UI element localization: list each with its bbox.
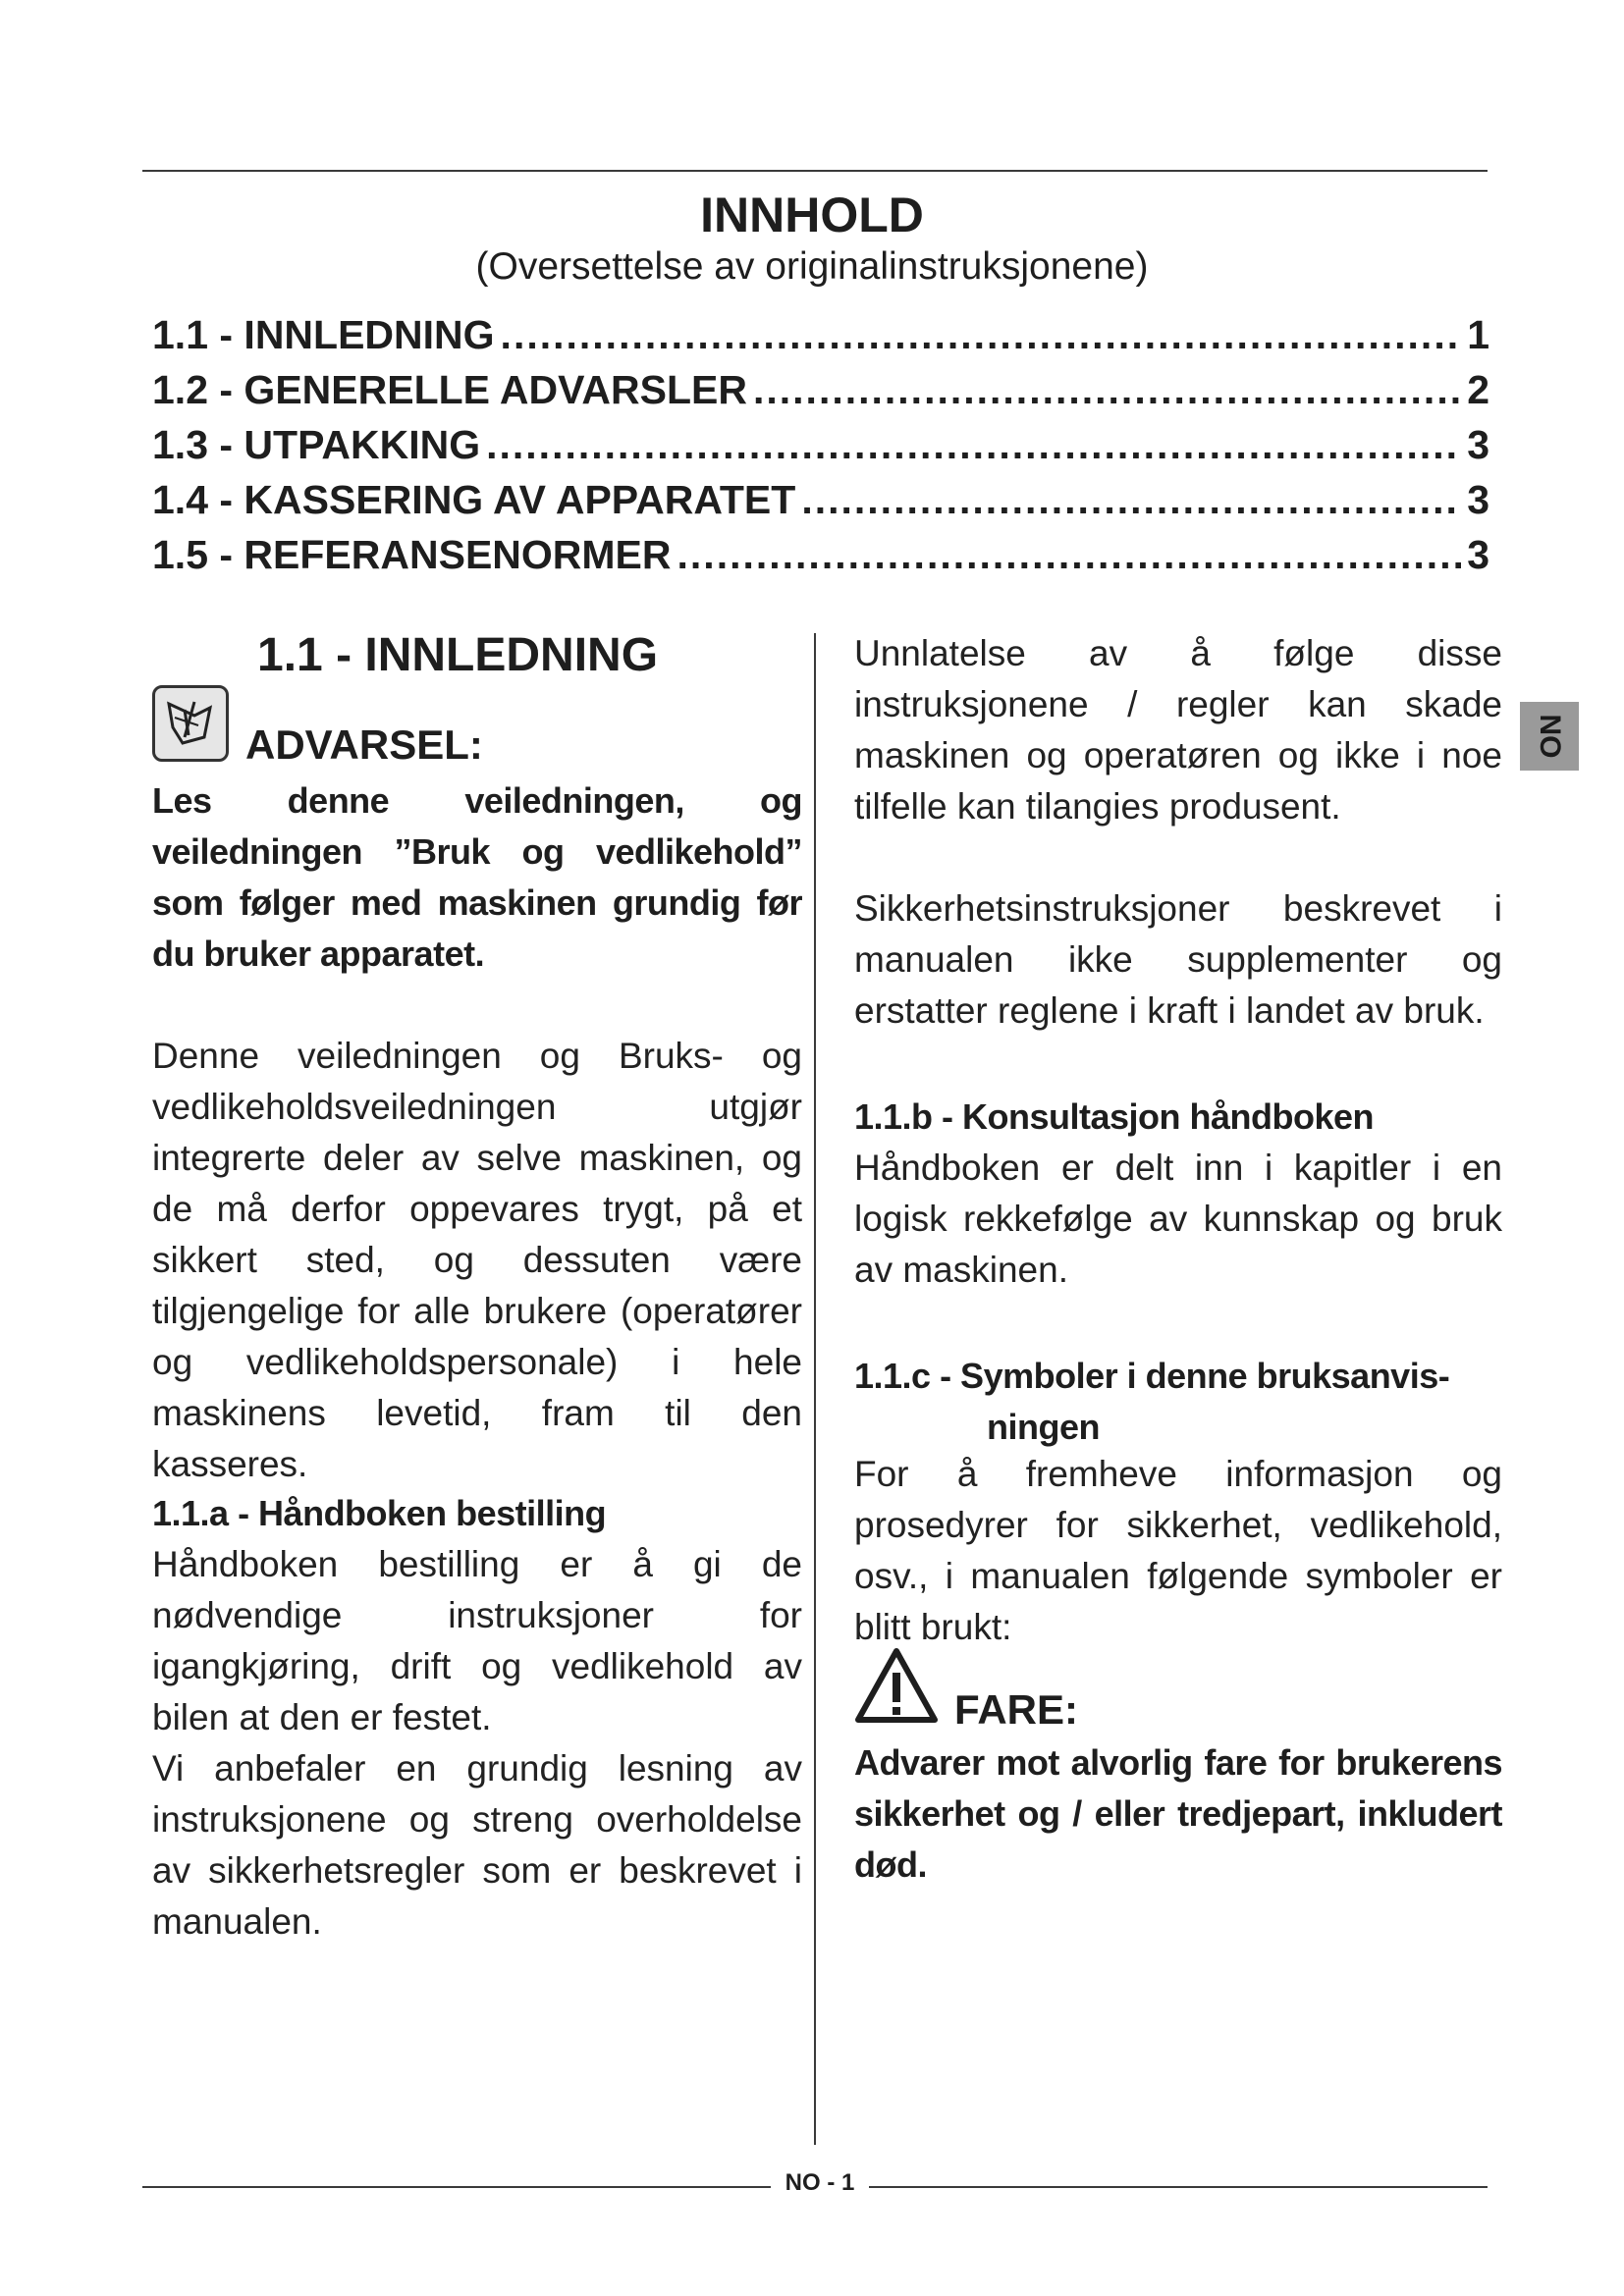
subsection-a-text: Håndboken bestilling er å gi de nødvendige instruksjoner for igangkjøring, drift og vedlikehold av bilen at den er festet. [152, 1544, 802, 1737]
toc-entry-page: 3 [1467, 532, 1489, 577]
toc-entry[interactable] [152, 312, 1489, 367]
page-title: INNHOLD [700, 187, 924, 242]
toc-entry-title: 1.5 - REFERANSENORMER [152, 532, 672, 577]
toc-entry[interactable] [152, 477, 1489, 532]
footer-rule-right [869, 2186, 1488, 2188]
page-subtitle: (Oversettelse av originalinstruksjonene) [475, 245, 1149, 288]
warning-label: ADVARSEL: [245, 721, 483, 768]
toc-leader-dots [801, 477, 1461, 523]
column-divider [814, 633, 816, 2145]
toc-entry-page: 1 [1467, 312, 1489, 357]
warning-triangle-icon [854, 1647, 939, 1726]
toc-entry-title: 1.2 - GENERELLE ADVARSLER [152, 367, 747, 412]
toc-entry-title: 1.4 - KASSERING AV APPARATET [152, 477, 796, 522]
footer-rule-left [142, 2186, 771, 2188]
language-tab [1520, 702, 1579, 771]
danger-label: FARE: [954, 1686, 1078, 1733]
danger-text: Advarer mot alvorlig fare for brukerens sikkerhet og / eller tredjepart, inkludert død. [854, 1742, 1502, 1885]
liability-paragraph: Unnlatelse av å følge disse instruksjonene / regler kan skade maskinen og operatøren og ikke i noe tilfelle kan tilangies produsent. [854, 633, 1502, 827]
toc-entry-page: 3 [1467, 422, 1489, 467]
subsection-a-title: 1.1.a - Håndboken bestilling [152, 1493, 607, 1533]
top-rule [142, 170, 1488, 172]
manual-read-icon [152, 685, 229, 762]
toc-leader-dots [486, 422, 1461, 468]
subsection-c-title: 1.1.c - Symboler i denne bruksanvis- [854, 1356, 1450, 1396]
toc-leader-dots [501, 312, 1462, 358]
subsection-b-text: Håndboken er delt inn i kapitler i en logisk rekkefølge av kunnskap og bruk av maskinen. [854, 1148, 1502, 1290]
toc-entry-title: 1.3 - UTPAKKING [152, 422, 481, 467]
page-number: NO - 1 [785, 2169, 855, 2196]
toc-leader-dots [677, 532, 1462, 578]
toc-entry[interactable] [152, 367, 1489, 422]
subsection-b-title: 1.1.b - Konsultasjon håndboken [854, 1096, 1375, 1137]
subsection-c-title-cont: ningen [987, 1407, 1100, 1447]
section-title: 1.1 - INNLEDNING [257, 629, 659, 681]
language-tab-label: NO [1534, 714, 1566, 759]
toc-entry-page: 2 [1467, 367, 1489, 412]
toc-entry[interactable] [152, 532, 1489, 587]
toc-entry-title: 1.1 - INNLEDNING [152, 312, 495, 357]
subsection-c-text: For å fremheve informasjon og prosedyrer for sikkerhet, vedlikehold, osv., i manualen følgende symboler er blitt brukt: [854, 1454, 1502, 1647]
toc-leader-dots [753, 367, 1461, 413]
intro-paragraph: Denne veiledningen og Bruks- og vedlikeholdsveiledningen utgjør integrerte deler av selve maskinen, og de må derfor oppevares trygt, på et sikkert sted, og dessuten være tilgjengelige for alle brukere (operatører og vedlikeholdspersonale) i hele maskinens levetid, fram til den kasseres. [152, 1036, 802, 1484]
toc-entry[interactable] [152, 422, 1489, 477]
toc-entry-page: 3 [1467, 477, 1489, 522]
table-of-contents [152, 312, 1489, 587]
warning-text: Les denne veiledningen, og veiledningen ”Bruk og vedlikehold” som følger med maskinen grundig før du bruker apparatet. [152, 780, 802, 974]
recommendation-paragraph: Vi anbefaler en grundig lesning av instruksjonene og streng overholdelse av sikkerhetsregler som er beskrevet i manualen. [152, 1748, 802, 1942]
safety-paragraph: Sikkerhetsinstruksjoner beskrevet i manualen ikke supplementer og erstatter reglene i kraft i landet av bruk. [854, 888, 1502, 1031]
